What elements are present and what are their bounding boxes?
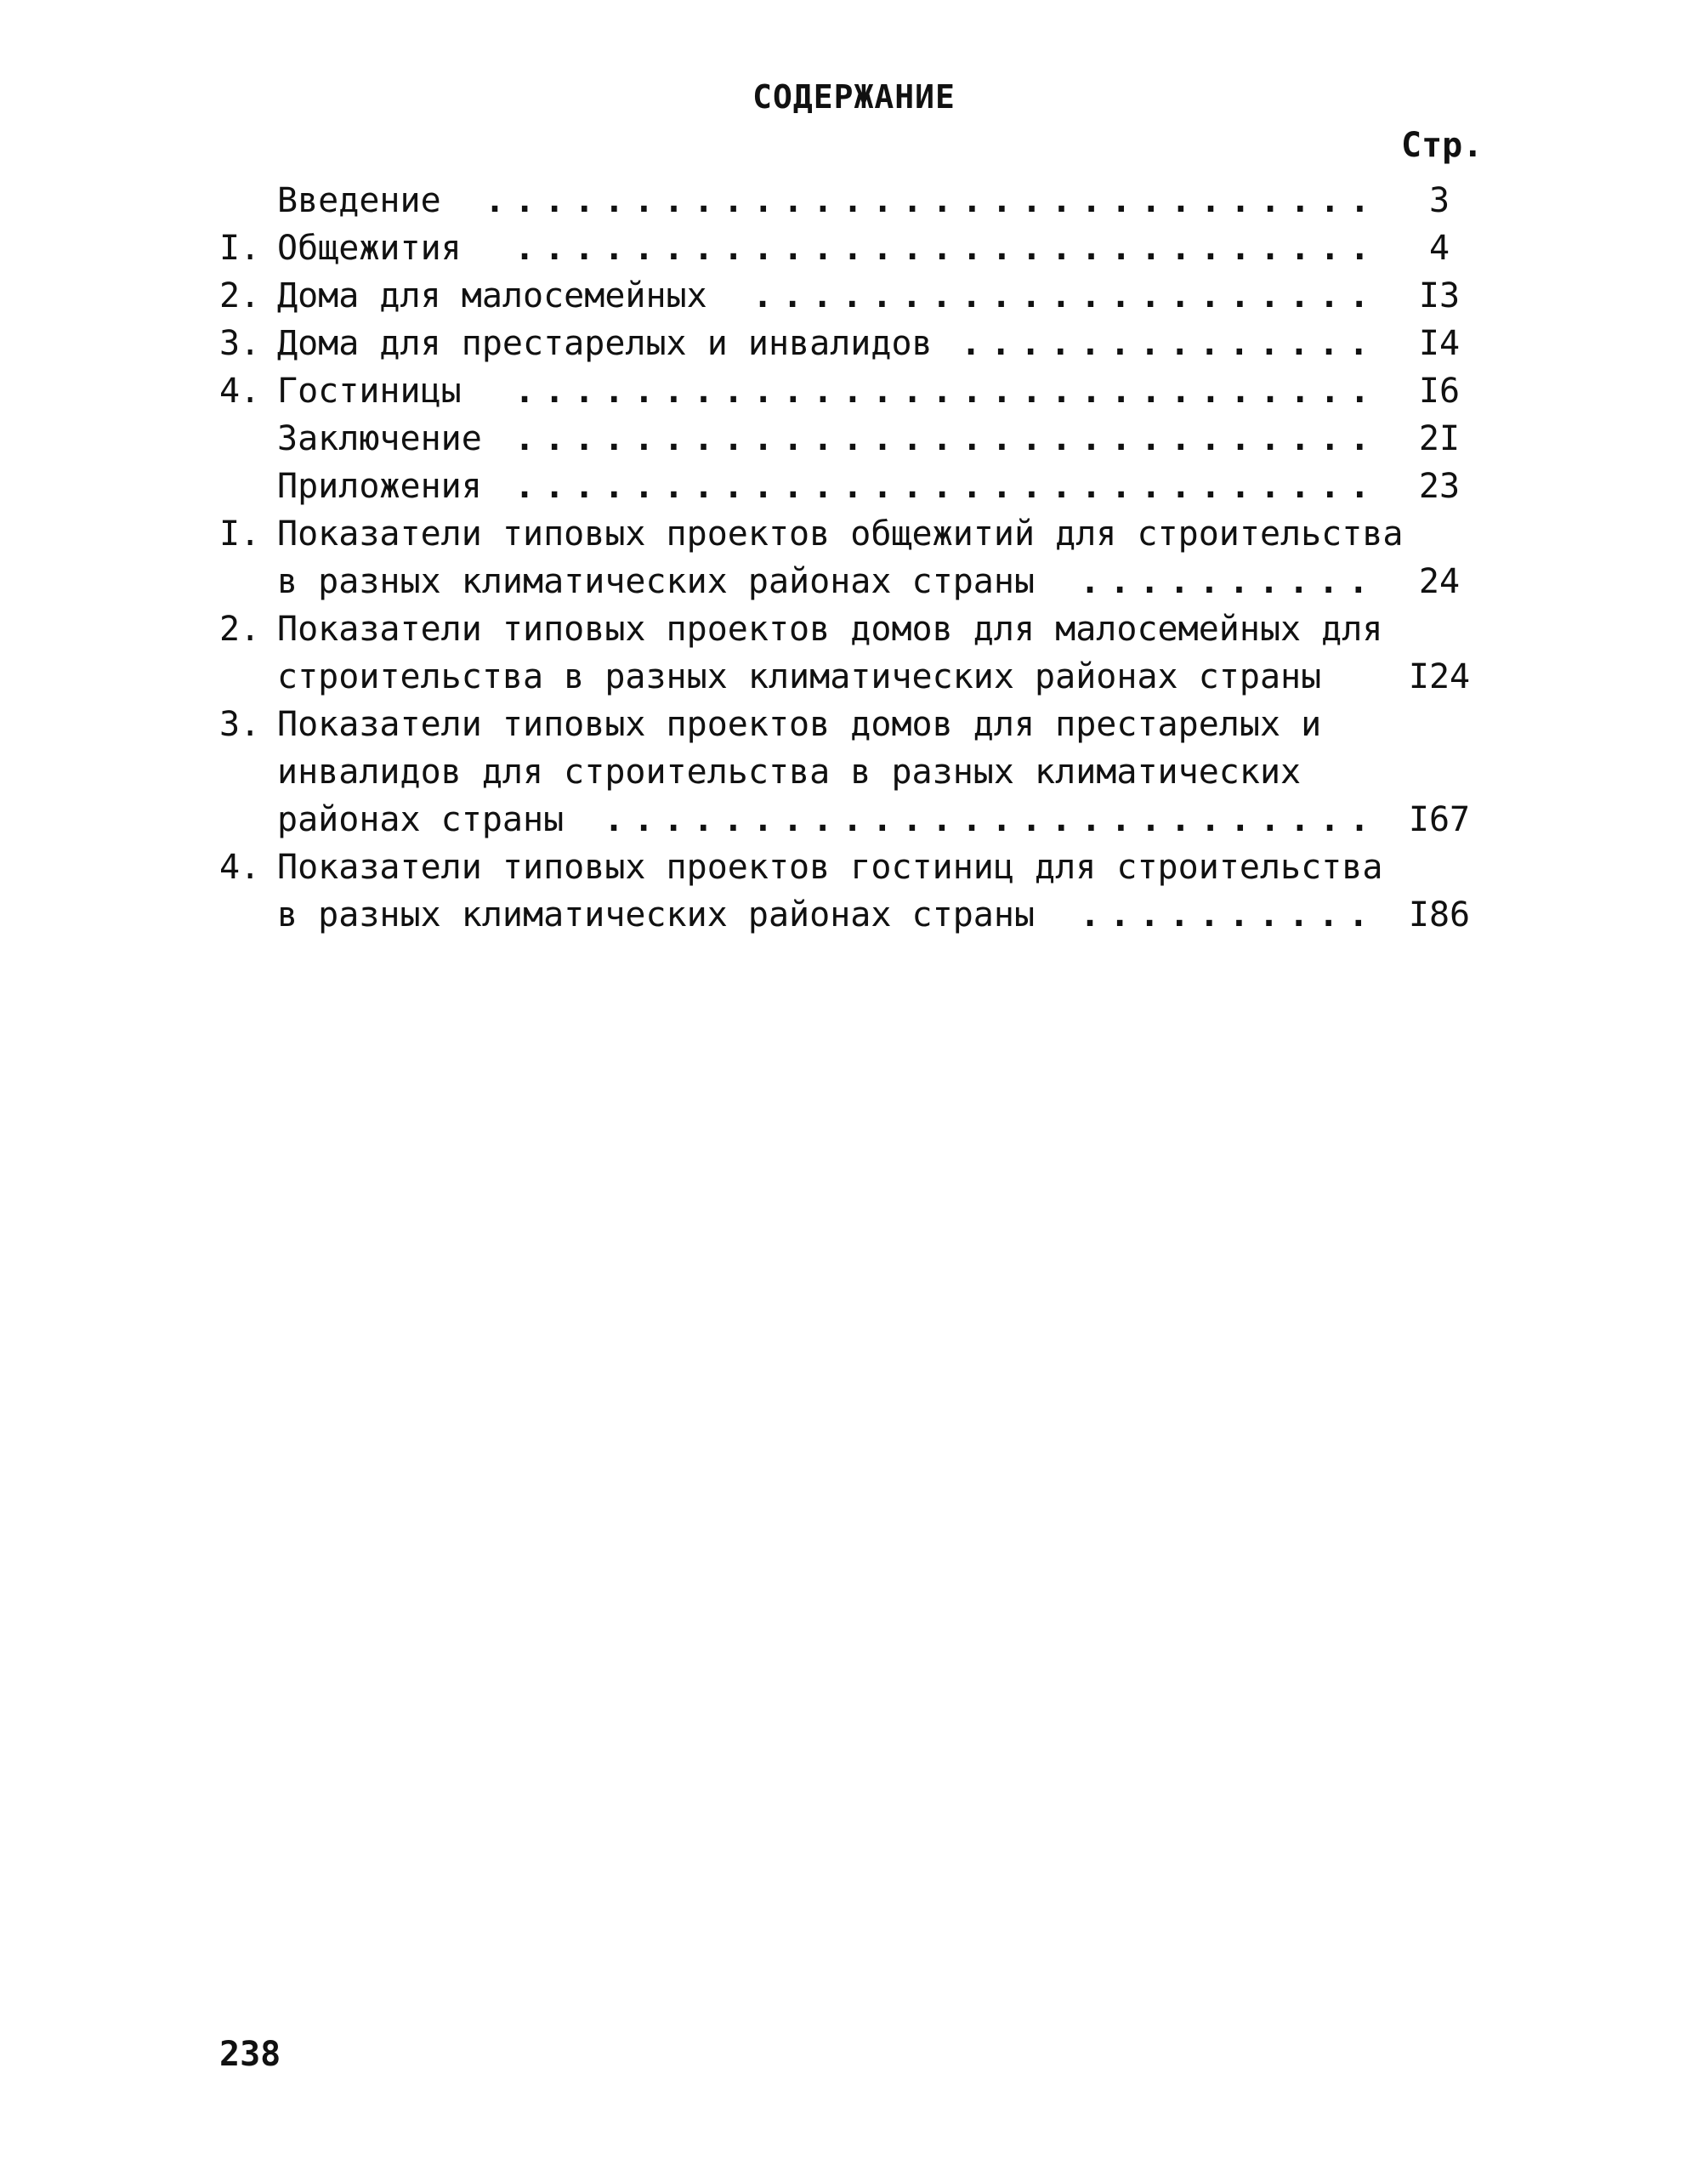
toc-leader-dots: ............................. <box>514 467 1380 506</box>
page-column-header: Стр. <box>1401 126 1484 165</box>
toc-leader-dots: .......................... <box>604 800 1380 839</box>
toc-entry-text: Показатели типовых проектов общежитий для строительства <box>277 514 1404 554</box>
toc-entry-number: I. <box>219 514 261 554</box>
toc-entry-text: Приложения <box>277 467 482 506</box>
toc-leader-dots: .......... <box>1080 562 1378 601</box>
toc-leader-dots: ............................. <box>514 419 1380 458</box>
toc-entry-number: 2. <box>219 276 261 315</box>
toc-page-number: I6 <box>1418 372 1461 411</box>
toc-entry-text: Заключение <box>277 419 482 458</box>
page-title: СОДЕРЖАНИЕ <box>752 78 956 116</box>
toc-leader-dots: .......... <box>1080 895 1378 935</box>
toc-page-number: 2I <box>1418 419 1461 458</box>
toc-entry-number: I. <box>219 229 261 268</box>
toc-entry-text: Показатели типовых проектов гостиниц для строительства <box>277 848 1383 887</box>
toc-page-number: 24 <box>1418 562 1461 601</box>
toc-page-number: I3 <box>1418 276 1461 315</box>
toc-entry-number: 4. <box>219 848 261 887</box>
toc-entry-text: Введение <box>277 181 441 220</box>
toc-leader-dots: ............................. <box>514 372 1380 411</box>
toc-entry-text: Общежития <box>277 229 462 268</box>
toc-entry-text: Показатели типовых проектов домов для престарелых и <box>277 705 1322 744</box>
toc-entry-number: 3. <box>219 705 261 744</box>
page-number: 238 <box>219 2035 281 2074</box>
toc-page-number: I24 <box>1408 657 1471 696</box>
toc-entry-text: Показатели типовых проектов домов для малосемейных для <box>277 610 1383 649</box>
toc-leader-dots: .............. <box>961 324 1379 363</box>
toc-leader-dots: .............................. <box>485 181 1380 220</box>
toc-page-number: 4 <box>1428 229 1450 268</box>
toc-entry-text: Дома для малосемейных <box>277 276 707 315</box>
toc-entry-text: районах страны <box>277 800 565 839</box>
toc-entry-number: 4. <box>219 372 261 411</box>
toc-entry-text: в разных климатических районах страны <box>277 562 1036 601</box>
toc-page-number: 3 <box>1428 181 1450 220</box>
toc-leader-dots: ............................. <box>514 229 1380 268</box>
toc-page-number: I4 <box>1418 324 1461 363</box>
toc-entry-number: 2. <box>219 610 261 649</box>
toc-entry-text: инвалидов для строительства в разных климатических <box>277 753 1302 792</box>
toc-page-number: I86 <box>1408 895 1471 935</box>
toc-page-number: 23 <box>1418 467 1461 506</box>
toc-entry-number: 3. <box>219 324 261 363</box>
toc-page-number: I67 <box>1408 800 1471 839</box>
toc-entry-text: строительства в разных климатических районах страны <box>277 657 1322 696</box>
toc-entry-text: Дома для престарелых и инвалидов <box>277 324 933 363</box>
toc-entry-text: Гостиницы <box>277 372 462 411</box>
toc-leader-dots: ..................... <box>752 276 1379 315</box>
toc-entry-text: в разных климатических районах страны <box>277 895 1036 935</box>
